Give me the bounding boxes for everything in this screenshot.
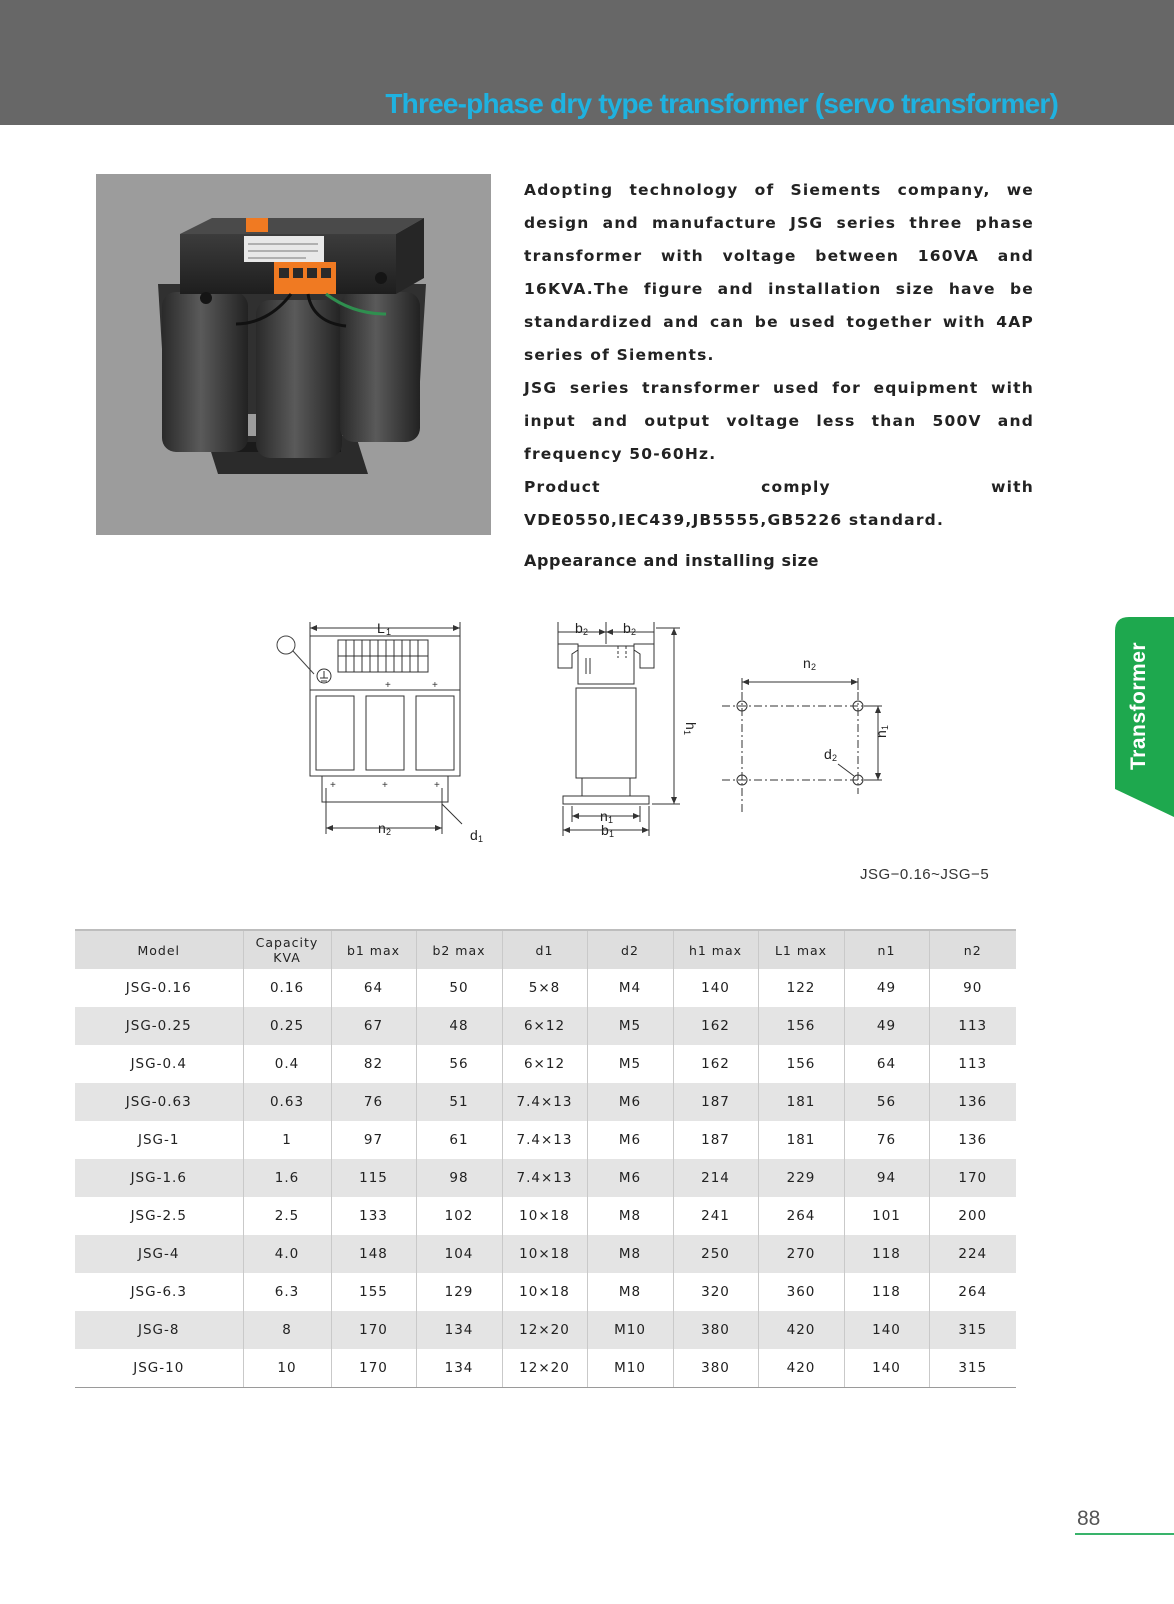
intro-text: [524, 174, 1034, 537]
table-cell: 102: [416, 1197, 502, 1235]
table-cell: JSG-2.5: [130, 1208, 187, 1224]
page-number: 88: [1077, 1507, 1101, 1530]
table-cell: 140: [673, 969, 758, 1007]
table-cell: 187: [673, 1083, 758, 1121]
table-cell: 156: [758, 1045, 844, 1083]
table-cell: 7.4×13: [502, 1121, 587, 1159]
table-cell: M10: [587, 1349, 673, 1388]
column-header-h1: h1 max: [673, 930, 758, 969]
table-cell: 229: [758, 1159, 844, 1197]
label-b2-right-sub: 2: [631, 627, 637, 637]
table-cell: 10×18: [502, 1273, 587, 1311]
table-cell: 6.3: [243, 1273, 331, 1311]
table-row: [75, 1311, 1016, 1349]
table-cell: 136: [929, 1083, 1016, 1121]
label-b2-left: b: [575, 620, 583, 636]
table-cell: JSG-6.3: [130, 1284, 187, 1300]
table-row: [75, 1007, 1016, 1045]
table-cell: 8: [243, 1311, 331, 1349]
table-cell: M8: [587, 1197, 673, 1235]
column-header-d1: d1: [502, 930, 587, 969]
product-photo: [96, 174, 491, 535]
table-cell: JSG-0.16: [125, 980, 192, 996]
table-cell: 50: [416, 969, 502, 1007]
table-cell: 1: [243, 1121, 331, 1159]
table-cell: 136: [929, 1121, 1016, 1159]
table-cell: 97: [331, 1121, 416, 1159]
label-d2: d: [824, 746, 832, 762]
label-b2-right: b: [623, 620, 631, 636]
table-cell: 113: [929, 1007, 1016, 1045]
page-number-rule: [1075, 1533, 1174, 1535]
table-cell: JSG-8: [75, 1311, 243, 1349]
table-cell: 162: [673, 1045, 758, 1083]
table-cell: 170: [331, 1349, 416, 1388]
table-cell: 264: [758, 1197, 844, 1235]
table-cell: JSG-0.4: [130, 1056, 187, 1072]
label-h1: h: [683, 722, 699, 730]
table-cell: M4: [587, 969, 673, 1007]
table-cell: 12×20: [502, 1349, 587, 1388]
table-cell: 270: [758, 1235, 844, 1273]
label-b2-left-sub: 2: [583, 627, 589, 637]
section-title: Appearance and installing size: [524, 551, 820, 570]
table-cell: 76: [844, 1121, 929, 1159]
table-cell: 5×8: [502, 969, 587, 1007]
installation-drawing: [260, 618, 920, 862]
table-cell: 10×18: [502, 1235, 587, 1273]
table-cell: 118: [844, 1235, 929, 1273]
label-n2-front-sub: 2: [386, 827, 392, 837]
label-L1: L: [377, 620, 385, 636]
table-cell: 134: [416, 1349, 502, 1388]
label-n2-holes-sub: 2: [811, 662, 817, 672]
table-cell: 214: [673, 1159, 758, 1197]
table-cell: 115: [331, 1159, 416, 1197]
table-cell: 7.4×13: [502, 1159, 587, 1197]
label-d1: d: [470, 827, 478, 843]
table-cell: 2.5: [243, 1197, 331, 1235]
table-cell: 129: [416, 1273, 502, 1311]
column-header-model: Model: [75, 930, 243, 969]
drawing-caption: JSG−0.16~JSG−5: [860, 866, 990, 883]
table-row: [75, 969, 1016, 1007]
table-row: [75, 1045, 1016, 1083]
column-header-L1: L1 max: [758, 930, 844, 969]
table-cell: 162: [673, 1007, 758, 1045]
table-cell: 64: [844, 1045, 929, 1083]
table-cell: 56: [416, 1045, 502, 1083]
label-n1-side-sub: 1: [608, 815, 614, 825]
table-cell: 0.16: [243, 969, 331, 1007]
table-cell: 82: [331, 1045, 416, 1083]
table-cell: 49: [844, 969, 929, 1007]
table-cell: M5: [587, 1045, 673, 1083]
label-n1-holes-sub: 1: [880, 724, 890, 730]
table-cell: 6×12: [502, 1007, 587, 1045]
label-b1: b: [601, 822, 609, 838]
table-cell: M6: [587, 1121, 673, 1159]
table-cell: 420: [758, 1349, 844, 1388]
table-cell: 76: [331, 1083, 416, 1121]
table-cell: 380: [673, 1311, 758, 1349]
svg-text:+: +: [330, 780, 336, 791]
column-header-b2: b2 max: [416, 930, 502, 969]
table-cell: 48: [416, 1007, 502, 1045]
intro-paragraph: Adopting technology of Siements company, we design and manufacture JSG series three phase transformer with voltage between 160VA and 16KVA.The figure and installation size have be standardized and can be used together with 4AP series of Siements.: [524, 181, 1034, 364]
label-d1-sub: 1: [478, 834, 484, 844]
svg-text:+: +: [385, 680, 391, 691]
table-cell: 170: [331, 1311, 416, 1349]
table-cell: 140: [844, 1349, 929, 1388]
svg-text:+: +: [432, 680, 438, 691]
column-header-capacity: [243, 930, 331, 969]
table-cell: JSG-10: [75, 1349, 243, 1388]
svg-text:+: +: [382, 780, 388, 791]
table-cell: 67: [331, 1007, 416, 1045]
label-n2-front: n: [378, 820, 386, 836]
table-cell: M8: [587, 1273, 673, 1311]
table-cell: 250: [673, 1235, 758, 1273]
capacity-header-line2: KVA: [273, 950, 301, 965]
side-tab-label: Transformer: [1127, 641, 1150, 770]
table-cell: 155: [331, 1273, 416, 1311]
table-cell: 10×18: [502, 1197, 587, 1235]
table-cell: 118: [844, 1273, 929, 1311]
table-cell: M6: [587, 1159, 673, 1197]
table-cell: 49: [844, 1007, 929, 1045]
label-b1-sub: 1: [609, 829, 615, 839]
page-title: Three-phase dry type transformer (servo transformer): [385, 88, 1058, 119]
table-cell: 181: [758, 1083, 844, 1121]
table-cell: 64: [331, 969, 416, 1007]
table-cell: 51: [416, 1083, 502, 1121]
table-header-row: [75, 930, 1016, 969]
capacity-header-line1: Capacity: [255, 935, 319, 950]
table-cell: JSG-0.25: [75, 1007, 243, 1045]
table-cell: JSG-1.6: [75, 1159, 243, 1197]
table-cell: 200: [929, 1197, 1016, 1235]
table-cell: JSG-0.63: [75, 1083, 243, 1121]
table-cell: 241: [673, 1197, 758, 1235]
table-cell: M10: [587, 1311, 673, 1349]
table-cell: 380: [673, 1349, 758, 1388]
table-cell: M6: [587, 1083, 673, 1121]
svg-text:+: +: [434, 780, 440, 791]
table-cell: 140: [844, 1311, 929, 1349]
table-cell: 224: [929, 1235, 1016, 1273]
table-cell: M8: [587, 1235, 673, 1273]
table-cell: 360: [758, 1273, 844, 1311]
table-cell: 315: [929, 1349, 1016, 1388]
table-cell: 61: [416, 1121, 502, 1159]
table-cell: 187: [673, 1121, 758, 1159]
table-cell: 0.4: [243, 1045, 331, 1083]
table-cell: 56: [844, 1083, 929, 1121]
column-header-n1: n1: [844, 930, 929, 969]
table-cell: 98: [416, 1159, 502, 1197]
table-row: [75, 1197, 1016, 1235]
table-cell: 133: [331, 1197, 416, 1235]
column-header-b1: b1 max: [331, 930, 416, 969]
table-cell: 122: [758, 969, 844, 1007]
table-cell: 12×20: [502, 1311, 587, 1349]
table-cell: 10: [243, 1349, 331, 1388]
spec-table: [75, 929, 1016, 1388]
table-row: [75, 1159, 1016, 1197]
table-row: [75, 1083, 1016, 1121]
intro-paragraph: JSG series transformer used for equipment with input and output voltage less than 500V and frequency 50-60Hz.: [524, 379, 1034, 463]
table-cell: 104: [416, 1235, 502, 1273]
table-cell: 148: [331, 1235, 416, 1273]
table-row: [75, 1121, 1016, 1159]
column-header-d2: d2: [587, 930, 673, 969]
table-cell: JSG-4: [75, 1235, 243, 1273]
table-cell: 0.63: [243, 1083, 331, 1121]
table-cell: 6×12: [502, 1045, 587, 1083]
table-cell: M5: [587, 1007, 673, 1045]
table-row: [75, 1235, 1016, 1273]
table-cell: 113: [929, 1045, 1016, 1083]
table-cell: 156: [758, 1007, 844, 1045]
table-row: [75, 1349, 1016, 1388]
table-cell: 320: [673, 1273, 758, 1311]
column-header-n2: n2: [929, 930, 1016, 969]
table-cell: 170: [929, 1159, 1016, 1197]
table-cell: 101: [844, 1197, 929, 1235]
table-cell: 4.0: [243, 1235, 331, 1273]
label-n2-holes: n: [803, 655, 811, 671]
table-cell: 7.4×13: [502, 1083, 587, 1121]
table-row: [75, 1273, 1016, 1311]
table-cell: 1.6: [243, 1159, 331, 1197]
table-cell: JSG-1: [138, 1132, 180, 1148]
intro-paragraph: Product comply with VDE0550,IEC439,JB5555,GB5226 standard.: [524, 478, 1034, 529]
table-cell: 90: [929, 969, 1016, 1007]
label-d2-sub: 2: [832, 753, 838, 763]
label-L1-sub: 1: [386, 627, 392, 637]
table-cell: 420: [758, 1311, 844, 1349]
label-h1-sub: 1: [682, 730, 692, 736]
label-n1-side: n: [600, 808, 608, 824]
table-cell: 315: [929, 1311, 1016, 1349]
table-cell: 181: [758, 1121, 844, 1159]
table-cell: 0.25: [243, 1007, 331, 1045]
table-cell: 264: [929, 1273, 1016, 1311]
table-cell: 134: [416, 1311, 502, 1349]
table-cell: 94: [844, 1159, 929, 1197]
page-header: [0, 0, 1174, 125]
label-n1-holes: n: [873, 730, 889, 738]
